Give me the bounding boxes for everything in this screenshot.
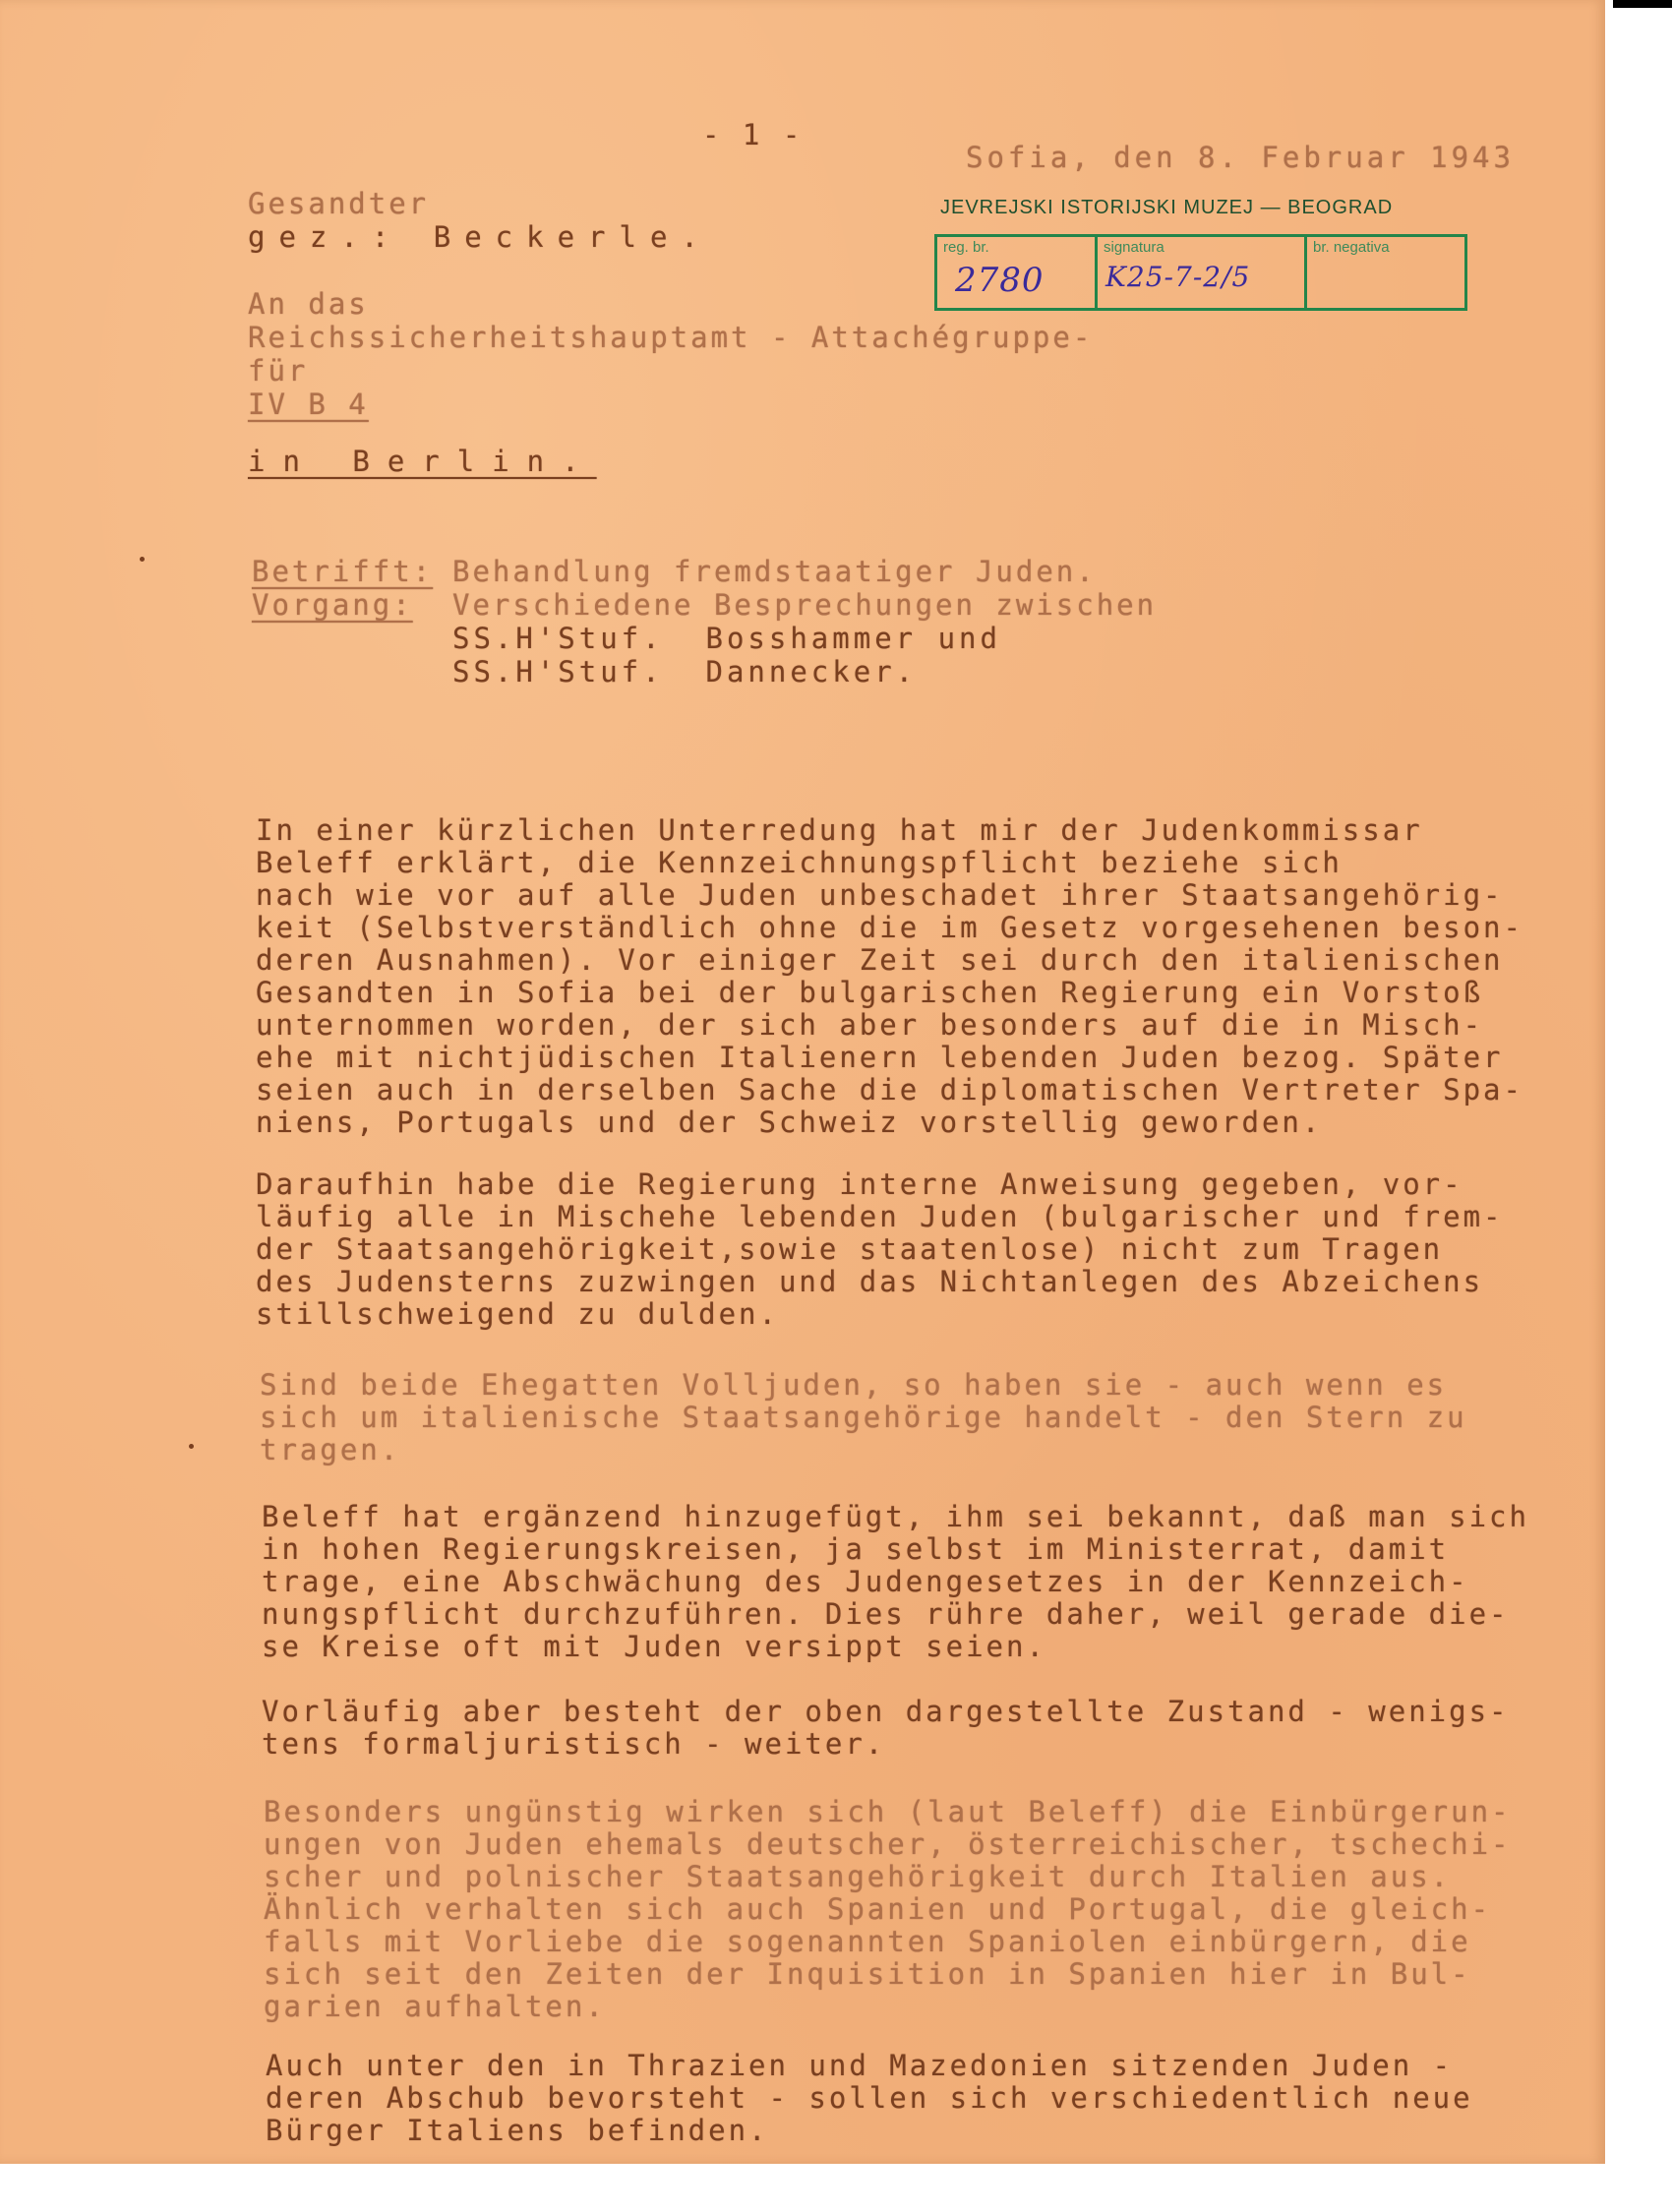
body-line: falls mit Vorliebe die sogenannten Spaniolen einbürgern, die — [264, 1925, 1471, 1958]
archive-stamp — [934, 197, 1465, 311]
body-line: scher und polnischer Staatsangehörigkeit durch Italien aus. — [264, 1860, 1452, 1893]
body-line: deren Abschub bevorsteht - sollen sich verschiedentlich neue — [266, 2081, 1473, 2115]
recipient-line2: Reichssicherheitshauptamt - Attachégruppe- — [248, 321, 1094, 354]
body-line: Ähnlich verhalten sich auch Spanien und Portugal, die gleich- — [264, 1892, 1492, 1926]
body-line: läufig alle in Mischehe lebenden Juden (bulgarischer und frem- — [256, 1200, 1504, 1233]
sender-signature: gez.: Beckerle. — [248, 220, 712, 254]
stamp-sig-label: signatura — [1104, 239, 1164, 256]
stamp-sig-cell — [1098, 237, 1307, 308]
body-line: trage, eine Abschwächung des Judengesetzes in der Kennzeich- — [262, 1565, 1469, 1598]
subject-vorgang-label: Vorgang: — [252, 588, 413, 622]
stamp-reg-label: reg. br. — [943, 239, 989, 256]
body-line: Bürger Italiens befinden. — [266, 2114, 769, 2147]
body-line: stillschweigend zu dulden. — [256, 1297, 779, 1331]
recipient-line3: für — [248, 354, 309, 388]
body-line: seien auch in derselben Sache die diplomatischen Vertreter Spa- — [256, 1073, 1523, 1106]
stamp-reg-cell — [937, 237, 1098, 308]
stamp-title: JEVREJSKI ISTORIJSKI MUZEJ — BEOGRAD — [940, 197, 1394, 218]
stamp-box — [934, 234, 1467, 311]
body-line: nach wie vor auf alle Juden unbeschadet ihrer Staatsangehörig- — [256, 878, 1504, 912]
body-line: niens, Portugals und der Schweiz vorstellig geworden. — [256, 1106, 1323, 1139]
body-line: sich seit den Zeiten der Inquisition in Spanien hier in Bul- — [264, 1957, 1471, 1991]
body-line: In einer kürzlichen Unterredung hat mir der Judenkommissar — [256, 813, 1423, 847]
place-date: Sofia, den 8. Februar 1943 — [966, 141, 1515, 174]
sender-title: Gesandter — [248, 187, 430, 220]
recipient-department: IV B 4 — [248, 388, 369, 421]
body-line: in hohen Regierungskreisen, ja selbst im Ministerrat, damit — [262, 1532, 1450, 1566]
stamp-sig-value: K25-7-2/5 — [1105, 261, 1251, 293]
body-line: ungen von Juden ehemals deutscher, österreichischer, tschechi- — [264, 1827, 1512, 1861]
body-line: tragen. — [260, 1433, 401, 1466]
body-line: unternommen worden, der sich aber besonders auf die in Misch- — [256, 1008, 1484, 1042]
body-line: deren Ausnahmen). Vor einiger Zeit sei durch den italienischen — [256, 943, 1504, 977]
body-line: der Staatsangehörigkeit,sowie staatenlose) nicht zum Tragen — [256, 1232, 1444, 1266]
stamp-reg-value: 2780 — [955, 261, 1045, 300]
body-paragraph-7 — [266, 1985, 1473, 2212]
body-line: Auch unter den in Thrazien und Mazedonien sitzenden Juden - — [266, 2049, 1454, 2082]
body-line: Daraufhin habe die Regierung interne Anweisung gegeben, vor- — [256, 1167, 1463, 1201]
subject-vorgang-line1: Verschiedene Besprechungen zwischen — [452, 588, 1158, 622]
body-line: Beleff erklärt, die Kennzeichnungspflicht beziehe sich — [256, 846, 1343, 879]
page-number: - 1 - — [702, 118, 804, 151]
body-line: Besonders ungünstig wirken sich (laut Beleff) die Einbürgerun- — [264, 1795, 1512, 1828]
scan-edge-mark — [1613, 0, 1672, 8]
subject-betrifft-label: Betrifft: — [252, 555, 434, 588]
stamp-neg-label: br. negativa — [1313, 239, 1390, 256]
subject-vorgang-line3: SS.H'Stuf. Dannecker. — [452, 655, 918, 688]
body-line: se Kreise oft mit Juden versippt seien. — [262, 1630, 1046, 1663]
stamp-neg-cell — [1307, 237, 1464, 308]
body-line: ehe mit nichtjüdischen Italienern lebenden Juden bezog. Später — [256, 1041, 1504, 1074]
recipient-line1: An das — [248, 287, 369, 321]
body-line: tens formaljuristisch - weiter. — [262, 1727, 886, 1761]
body-line: keit (Selbstverständlich ohne die im Gesetz vorgesehenen beson- — [256, 911, 1523, 944]
body-line: Vorläufig aber besteht der oben dargestellte Zustand - wenigs- — [262, 1695, 1510, 1728]
subject-betrifft-text: Behandlung fremdstaatiger Juden. — [452, 555, 1097, 588]
recipient-city: in Berlin. — [248, 445, 597, 478]
body-line: nungspflicht durchzuführen. Dies rühre daher, weil gerade die- — [262, 1597, 1510, 1631]
subject-vorgang-line2: SS.H'Stuf. Bosshammer und — [452, 622, 1001, 655]
body-line: sich um italienische Staatsangehörige handelt - den Stern zu — [260, 1401, 1467, 1434]
body-line: Sind beide Ehegatten Volljuden, so haben sie - auch wenn es — [260, 1368, 1448, 1402]
body-line: garien aufhalten. — [264, 1990, 606, 2023]
body-line: Beleff hat ergänzend hinzugefügt, ihm sei bekannt, daß man sich — [262, 1500, 1529, 1533]
body-line: Gesandten in Sofia bei der bulgarischen Regierung ein Vorstoß — [256, 976, 1484, 1009]
body-line: des Judensterns zuzwingen und das Nichtanlegen des Abzeichens — [256, 1265, 1484, 1298]
